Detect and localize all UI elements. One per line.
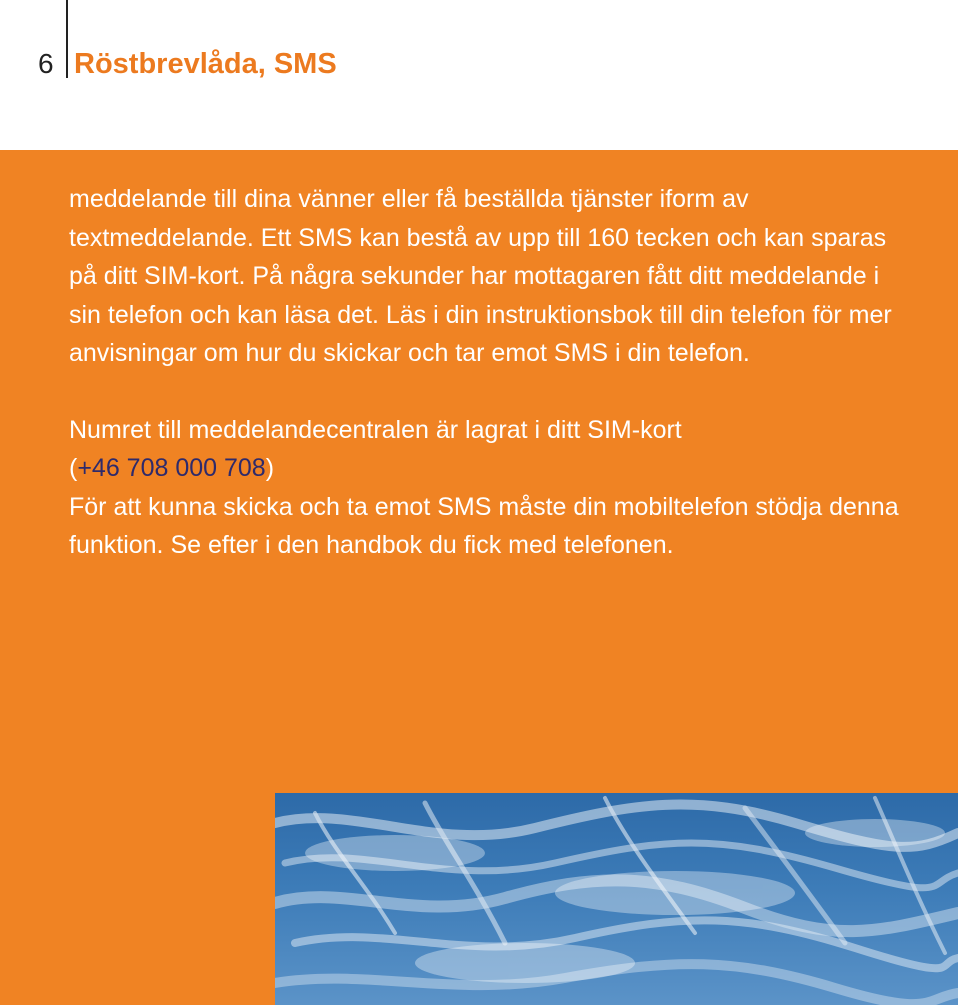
page-number: 6 xyxy=(38,48,54,79)
sky-photo xyxy=(275,793,958,1005)
page-header xyxy=(0,0,960,150)
header-divider xyxy=(66,0,68,78)
body-text xyxy=(69,180,909,565)
paren-open: ( xyxy=(69,454,78,482)
paragraph-sms-info: meddelande till dina vänner eller få beställda tjänster iform av textmeddelande. Ett SMS kan bestå av upp till 160 tecken och kan sparas på ditt SIM-kort. På några sekunder har mottagaren fått ditt meddelande i sin telefon och kan läsa det. Läs i din instruktionsbok till din telefon för mer anvisningar om hur du skickar och tar emot SMS i din telefon. xyxy=(69,185,892,367)
cloud-illustration xyxy=(275,793,958,1005)
message-center-tail: För att kunna skicka och ta emot SMS måste din mobiltelefon stödja denna funktion. Se efter i den handbok du fick med telefonen. xyxy=(69,492,899,559)
paragraph-message-center xyxy=(69,411,909,565)
message-center-lead: Numret till meddelandecentralen är lagrat i ditt SIM-kort xyxy=(69,415,682,444)
section-title: Röstbrevlåda, SMS xyxy=(74,48,337,80)
phone-number: +46 708 000 708 xyxy=(77,454,266,482)
paren-close: ) xyxy=(265,454,275,482)
